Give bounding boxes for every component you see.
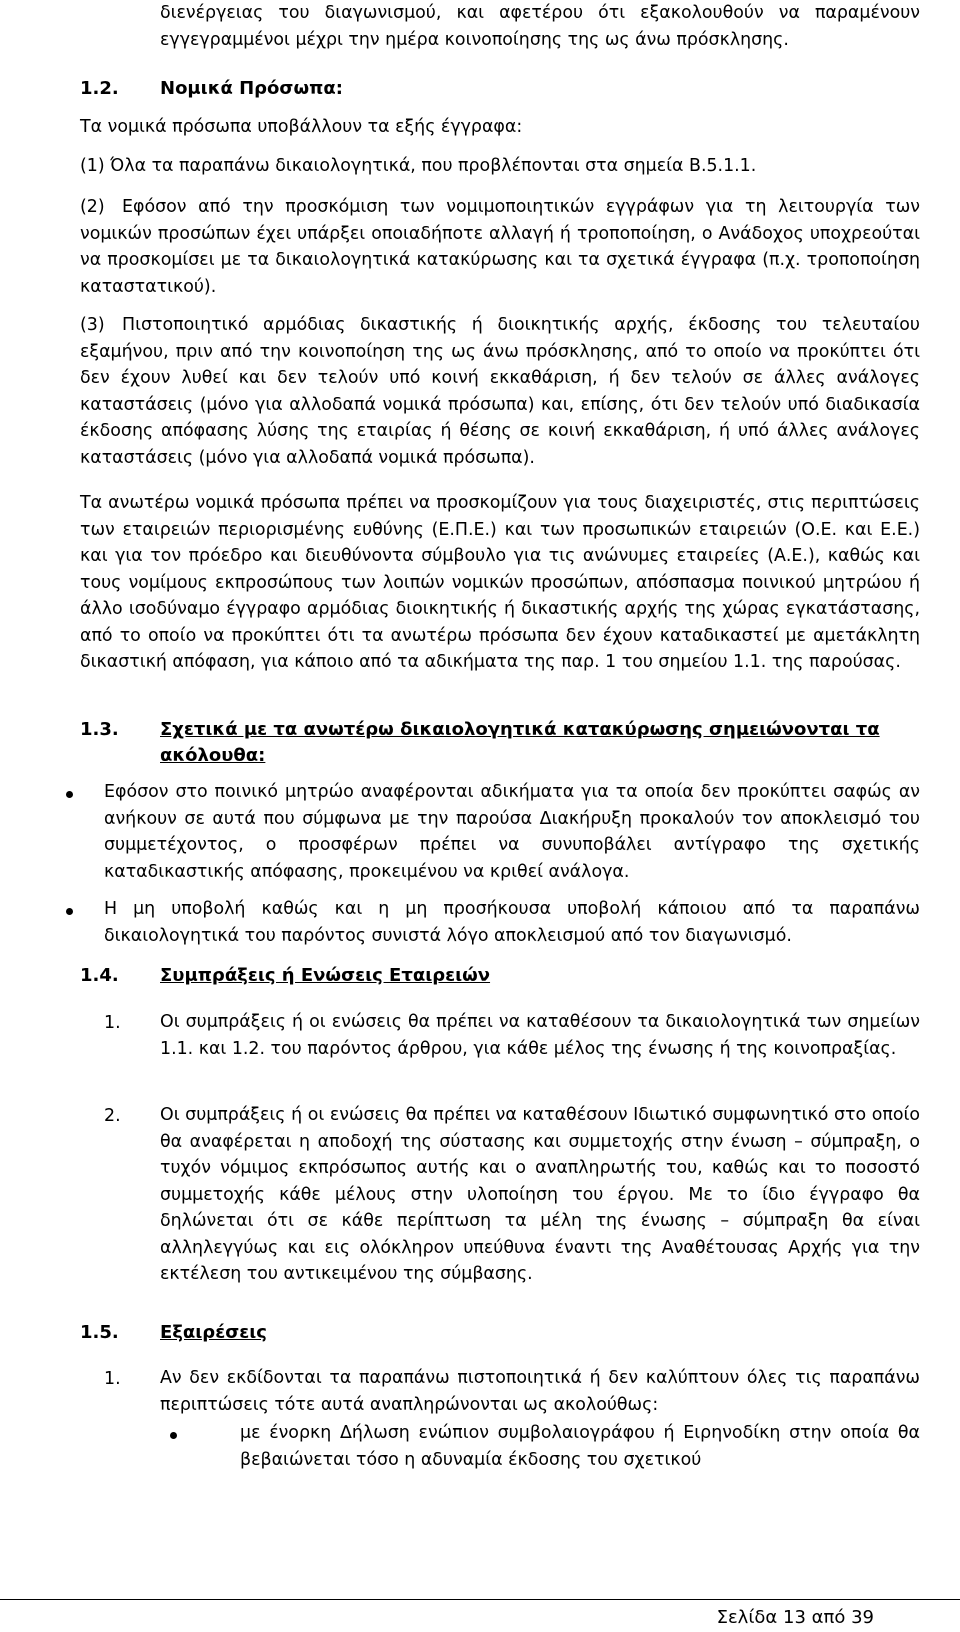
section-1-2-closing: Τα ανωτέρω νομικά πρόσωπα πρέπει να προσκομίζουν για τους διαχειριστές, στις περιπτώσεις των εταιρειών περιορισμένης ευθύνης (Ε.Π.Ε.) και των προσωπικών εταιρειών (Ο.Ε. και Ε.Ε.) και για τον πρόεδρο και διευθύνοντα σύμβουλο για τις ανώνυμες εταιρείες (Α.Ε.), καθώς και τους νομίμους εκπροσώπους των λοιπών νομικών προσώπων, απόσπασμα ποινικού μητρώου ή άλλο ισοδύναμο έγγραφο αρμόδιας διοικητικής ή δικαστικής αρχής της χώρας εγκατάστασης, από το οποίο να προκύπτει ότι τα ανωτέρω πρόσωπα δεν έχουν καταδικαστεί με αμετάκλητη δικαστική απόφαση, για κάποιο από τα αδικήματα της παρ. 1 του σημείου 1.1. της παρούσας. bbox=[80, 493, 920, 672]
bullet-dot-2 bbox=[66, 908, 73, 915]
section-1-3-number: 1.3. bbox=[80, 719, 119, 740]
section-1-3-bullet-2: Η μη υποβολή καθώς και η μη προσήκουσα υποβολή κάποιου από τα παραπάνω δικαιολογητικά του παρόντος συνιστά λόγο αποκλεισμού από τον διαγωνισμό. bbox=[104, 899, 920, 946]
continuation-paragraph: διενέργειας του διαγωνισμού, και αφετέρου ότι εξακολουθούν να παραμένουν εγγεγραμμένοι μέχρι την ημέρα κοινοποίησης της ως άνω πρόσκλησης. bbox=[160, 3, 920, 50]
section-1-4-item-1-label: 1. bbox=[104, 1013, 121, 1033]
section-1-2-number: 1.2. bbox=[80, 78, 119, 99]
section-1-4-title: Συμπράξεις ή Ενώσεις Εταιρειών bbox=[160, 965, 491, 986]
bullet-dot-1 bbox=[66, 791, 73, 798]
section-1-3-bullet-1: Εφόσον στο ποινικό μητρώο αναφέρονται αδικήματα για τα οποία δεν προκύπτει σαφώς αν ανήκουν σε αυτά που σύμφωνα με την παρούσα Διακήρυξη προκαλούν τον αποκλεισμό του συμμετέχοντος, ο προσφέρων πρέπει να συνυποβάλει αντίγραφο της σχετικής καταδικαστικής απόφασης, προκειμένου να κριθεί ανάλογα. bbox=[104, 782, 920, 882]
section-1-2-item-3-text: Πιστοποιητικό αρμόδιας δικαστικής ή διοικητικής αρχής, έκδοσης του τελευταίου εξαμήνου, πριν από την κοινοποίηση της ως άνω πρόσκλησης, από το οποίο να προκύπτει ότι δεν έχουν λυθεί και δεν τελούν υπό κοινή εκκαθάριση, ή δεν τελούν σε άλλες ανάλογες καταστάσεις (μόνο για αλλοδαπά νομικά πρόσωπα) και, επίσης, ότι δεν τελούν υπό διαδικασία έκδοσης απόφασης λύσης της εταιρίας ή θέσης σε κοινή εκκαθάριση, ή υπό άλλες ανάλογες καταστάσεις (μόνο για αλλοδαπά νομικά πρόσωπα). bbox=[80, 315, 920, 468]
section-1-2-item-3-label: (3) bbox=[80, 315, 105, 335]
section-1-5-title: Εξαιρέσεις bbox=[160, 1322, 267, 1343]
section-1-5-item-1: Αν δεν εκδίδονται τα παραπάνω πιστοποιητικά ή δεν καλύπτουν όλες τις παραπάνω περιπτώσεις τότε αυτά αναπληρώνονται ως ακολούθως: bbox=[160, 1368, 920, 1415]
section-1-2-item-3 bbox=[80, 312, 920, 471]
section-1-3-title: Σχετικά με τα ανωτέρω δικαιολογητικά κατακύρωσης σημειώνονται τα ακόλουθα: bbox=[160, 719, 880, 766]
section-1-5-sub-bullet: με ένορκη Δήλωση ενώπιον συμβολαιογράφου ή Ειρηνοδίκη στην οποία θα βεβαιώνεται τόσο η αδυναμία έκδοσης του σχετικού bbox=[240, 1423, 920, 1470]
section-1-2-item-2 bbox=[80, 194, 920, 300]
sub-bullet-dot bbox=[170, 1432, 177, 1439]
section-1-2-title: Νομικά Πρόσωπα: bbox=[160, 78, 343, 99]
section-1-4-item-1: Οι συμπράξεις ή οι ενώσεις θα πρέπει να καταθέσουν τα δικαιολογητικά των σημείων 1.1. και 1.2. του παρόντος άρθρου, για κάθε μέλος της ένωσης ή της κοινοπραξίας. bbox=[160, 1012, 920, 1059]
section-1-5-item-1-label: 1. bbox=[104, 1369, 121, 1389]
section-1-2-intro: Τα νομικά πρόσωπα υποβάλλουν τα εξής έγγραφα: bbox=[80, 117, 523, 137]
section-1-4-number: 1.4. bbox=[80, 965, 119, 986]
section-1-2-item-2-text: Εφόσον από την προσκόμιση των νομιμοποιητικών εγγράφων για τη λειτουργία των νομικών προσώπων έχει υπάρξει οποιαδήποτε αλλαγή ή τροποποίηση, ο Ανάδοχος υποχρεούται να προσκομίσει με τα δικαιολογητικά κατακύρωσης και τα σχετικά έγγραφα (π.χ. τροποποίηση καταστατικού). bbox=[80, 197, 920, 297]
page-number: Σελίδα 13 από 39 bbox=[716, 1607, 874, 1628]
section-1-2-item-2-label: (2) bbox=[80, 197, 105, 217]
section-1-4-item-2: Οι συμπράξεις ή οι ενώσεις θα πρέπει να καταθέσουν Ιδιωτικό συμφωνητικό στο οποίο θα αναφέρεται η αποδοχή της σύστασης και συμμετοχής στην ένωση – σύμπραξη, ο τυχόν νόμιμος εκπρόσωπος αυτής και ο αναπληρωτής του, καθώς και το ποσοστό συμμετοχής κάθε μέλους στην υλοποίηση του έργου. Με το ίδιο έγγραφο θα δηλώνεται ότι σε κάθε περίπτωση τα μέλη της ένωσης – σύμπραξη θα είναι αλληλεγγύως και εις ολόκληρον υπεύθυνα έναντι της Αναθέτουσας Αρχής για την εκτέλεση του αντικειμένου της σύμβασης. bbox=[160, 1105, 920, 1284]
section-1-2-item-1: (1) Όλα τα παραπάνω δικαιολογητικά, που προβλέπονται στα σημεία Β.5.1.1. bbox=[80, 156, 757, 176]
section-1-4-item-2-label: 2. bbox=[104, 1106, 121, 1126]
footer-divider bbox=[0, 1599, 960, 1600]
section-1-5-number: 1.5. bbox=[80, 1322, 119, 1343]
